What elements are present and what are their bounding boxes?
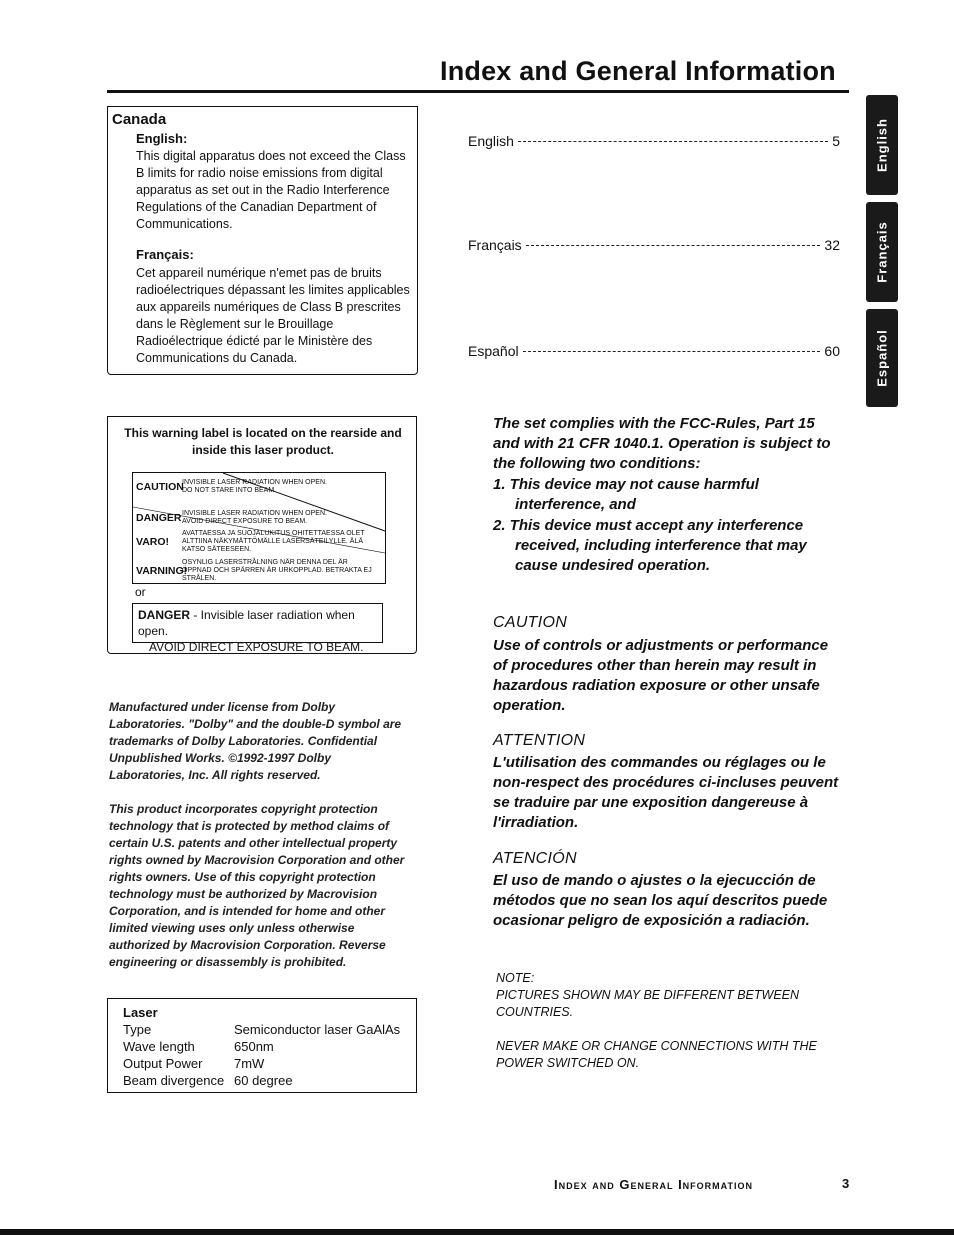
page-title: Index and General Information xyxy=(440,56,836,86)
attention-heading: ATTENTION xyxy=(493,732,586,749)
atencion-text: El uso de mando o ajustes o la ejecucción de métodos que no sean los aquí descritos puede ocasionar peligro de exposición a radiación. xyxy=(493,872,828,929)
tab-francais-label: Français xyxy=(874,221,890,283)
canada-notice xyxy=(107,106,418,375)
note-line-2: NEVER MAKE OR CHANGE CONNECTIONS WITH THE POWER SWITCHED ON. xyxy=(496,1039,817,1070)
danger-key: DANGER xyxy=(138,608,191,622)
bottom-bar xyxy=(0,1229,954,1235)
toc-leader xyxy=(523,351,821,352)
danger-line1: - Invisible laser radiation when open. xyxy=(138,608,355,638)
label-text: INVISIBLE LASER RADIATION WHEN OPEN. AVOID DIRECT EXPOSURE TO BEAM. xyxy=(182,510,327,525)
danger-label-alt xyxy=(132,603,383,654)
canada-french-text: Cet appareil numérique n'emet pas de bruits radioélectriques dépassant les limites applicables aux appareils numériques de Class B prescrites dans le Règlement sur le Brouillage Radioélectrique édicté par le Ministère des Communications du Canada. xyxy=(136,266,410,365)
laser-title: Laser xyxy=(123,1005,158,1020)
laser-key: Wave length xyxy=(123,1039,195,1054)
tab-english[interactable] xyxy=(866,95,898,195)
label-row-varning xyxy=(136,559,378,583)
laser-row xyxy=(123,1056,264,1071)
label-text: INVISIBLE LASER RADIATION WHEN OPEN. DO NOT STARE INTO BEAM. xyxy=(182,479,327,494)
laser-warning-label xyxy=(132,472,386,584)
label-text: AVATTAESSA JA SUOJALUKITUS OHITETTAESSA OLET ALTTIINA NÄKYMÄTTÖMÄLLE LASERSÄTEILYLLE. ÄLÄ KATSO SÄTEESEEN. xyxy=(182,530,365,553)
toc-page: 32 xyxy=(824,237,840,253)
canada-french-heading: Français: xyxy=(136,247,194,262)
attention-text: L'utilisation des commandes ou réglages ou le non-respect des procédures ci-incluses peuvent se traduire par une exposition dangereuse à l'irradiation. xyxy=(493,754,839,831)
warning-heading: This warning label is located on the rearside and inside this laser product. xyxy=(124,426,402,457)
laser-value: 60 degree xyxy=(234,1073,293,1088)
or-text: or xyxy=(135,585,146,599)
tab-francais[interactable] xyxy=(866,202,898,302)
atencion-heading: ATENCIÓN xyxy=(493,850,577,867)
label-key: VARO! xyxy=(136,536,170,548)
label-key: CAUTION xyxy=(136,481,184,493)
toc-entry-francais[interactable] xyxy=(468,237,840,253)
tab-english-label: English xyxy=(874,118,890,172)
laser-row xyxy=(123,1073,293,1088)
canada-english-text: This digital apparatus does not exceed the Class B limits for radio noise emissions from digital apparatus as set out in the Radio Interference Regulations of the Canadian Department of Communications. xyxy=(136,149,406,231)
label-row-varo xyxy=(136,530,378,554)
footer-title: Index and General Information xyxy=(554,1177,753,1192)
toc-entry-espanol[interactable] xyxy=(468,343,840,359)
canada-english-heading: English: xyxy=(136,131,188,146)
laser-spec-box xyxy=(107,998,417,1093)
toc-label: Français xyxy=(468,237,522,253)
caution-heading: CAUTION xyxy=(493,614,568,631)
tab-espanol[interactable] xyxy=(866,309,898,407)
laser-key: Beam divergence xyxy=(123,1073,225,1088)
title-rule xyxy=(107,90,849,93)
toc-leader xyxy=(518,141,828,142)
fcc-item-2: 2. This device must accept any interference received, including interference that may cause undesired operation. xyxy=(493,517,807,574)
laser-key: Output Power xyxy=(123,1056,203,1071)
laser-key: Type xyxy=(123,1022,152,1037)
canada-title: Canada xyxy=(112,111,167,128)
laser-value: Semiconductor laser GaAlAs xyxy=(234,1022,401,1037)
laser-value: 650nm xyxy=(234,1039,274,1054)
macrovision-note: This product incorporates copyright protection technology that is protected by method claims of certain U.S. patents and other intellectual property rights owned by Macrovision Corporation and other rights owners. Use of this copyright protection technology must be authorized by Macrovision Corporation, and is intended for home and other limited viewing uses only unless otherwise authorized by Macrovision Corporation. Reverse engineering or disassembly is prohibited. xyxy=(109,802,405,969)
toc-label: Español xyxy=(468,343,519,359)
tab-espanol-label: Español xyxy=(874,329,890,387)
laser-value: 7mW xyxy=(234,1056,265,1071)
toc-label: English xyxy=(468,133,514,149)
label-key: VARNING! xyxy=(136,565,188,577)
note-label: NOTE: xyxy=(496,971,535,985)
note-line-1: PICTURES SHOWN MAY BE DIFFERENT BETWEEN COUNTRIES. xyxy=(496,988,800,1019)
dolby-note: Manufactured under license from Dolby Laboratories. "Dolby" and the double-D symbol are trademarks of Dolby Laboratories. Confidential Unpublished Works. ©1992-1997 Dolby Laboratories, Inc. All rights reserved. xyxy=(109,700,402,782)
laser-row xyxy=(123,1022,400,1037)
fcc-item-1: 1. This device may not cause harmful interference, and xyxy=(493,476,759,513)
label-text: OSYNLIG LASERSTRÅLNING NÄR DENNA DEL ÄR ÖPPNAD OCH SPÄRREN ÄR URKOPPLAD. BETRAKTA EJ STRÅLEN. xyxy=(182,559,372,582)
label-row-danger xyxy=(136,510,332,526)
page-number: 3 xyxy=(842,1176,850,1191)
laser-row xyxy=(123,1039,274,1054)
toc-entry-english[interactable] xyxy=(468,133,840,149)
caution-text: Use of controls or adjustments or performance of procedures other than herein may result in hazardous radiation exposure or other unsafe operation. xyxy=(493,637,829,714)
label-row-caution xyxy=(136,479,332,495)
fcc-intro: The set complies with the FCC-Rules, Part 15 and with 21 CFR 1040.1. Operation is subject to the following two conditions: xyxy=(493,415,831,472)
label-key: DANGER xyxy=(136,512,182,524)
toc-page: 5 xyxy=(832,133,840,149)
toc-page: 60 xyxy=(824,343,840,359)
danger-line2: AVOID DIRECT EXPOSURE TO BEAM. xyxy=(149,640,364,654)
toc-leader xyxy=(526,245,821,246)
